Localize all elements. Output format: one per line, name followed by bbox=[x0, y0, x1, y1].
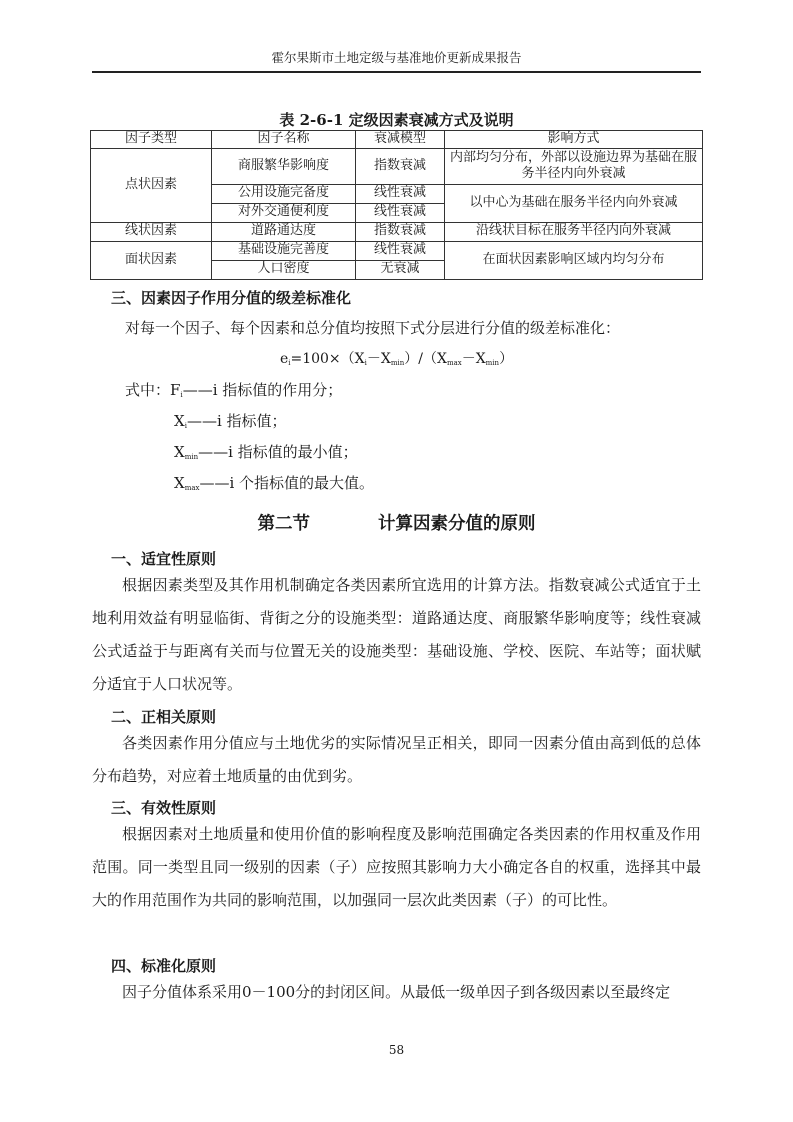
symbol-subscript: min bbox=[184, 453, 199, 461]
definition-line bbox=[174, 410, 287, 431]
column-header: 衰减模型 bbox=[356, 131, 445, 149]
paragraph: 因子分值体系采用0－100分的封闭区间。从最低一级单因子到各级因素以至最终定 bbox=[122, 983, 671, 1001]
decay-model-cell: 线性衰减 bbox=[356, 241, 445, 260]
chapter-name: 计算因素分值的原则 bbox=[378, 514, 536, 534]
table-caption: 表 2-6-1 定级因素衰减方式及说明 bbox=[279, 111, 514, 129]
running-header: 霍尔果斯市土地定级与基准地价更新成果报告 bbox=[271, 50, 522, 65]
decay-model-cell: 指数衰减 bbox=[356, 148, 445, 184]
section-heading: 二、正相关原则 bbox=[111, 708, 217, 726]
section-heading: 一、适宜性原则 bbox=[111, 550, 217, 568]
page-number: 58 bbox=[388, 1043, 405, 1057]
definition-text: ——i 指标值； bbox=[186, 412, 287, 430]
table-row bbox=[91, 222, 703, 241]
symbol: X bbox=[174, 412, 185, 430]
factor-name-cell: 人口密度 bbox=[212, 260, 356, 279]
column-header: 因子类型 bbox=[91, 131, 212, 149]
definition-line bbox=[174, 472, 374, 493]
where-prefix: 式中： bbox=[125, 381, 171, 399]
factor-name-cell: 基础设施完善度 bbox=[212, 241, 356, 260]
symbol: F bbox=[170, 381, 181, 399]
definition-text: ——i 指标值的最小值； bbox=[198, 443, 358, 461]
section-heading: 四、标准化原则 bbox=[111, 957, 217, 975]
factor-type-cell: 面状因素 bbox=[91, 241, 212, 279]
column-header: 因子名称 bbox=[212, 131, 356, 149]
table-header-row bbox=[91, 131, 703, 149]
formula-intro: 对每一个因子、每个因素和总分值均按照下式分层进行分值的级差标准化： bbox=[125, 319, 621, 337]
factor-type-cell: 点状因素 bbox=[91, 148, 212, 222]
effect-cell: 在面状因素影响区域内均匀分布 bbox=[445, 241, 703, 279]
decay-model-cell: 无衰减 bbox=[356, 260, 445, 279]
symbol: X bbox=[174, 443, 185, 461]
header-divider bbox=[92, 71, 701, 73]
table-row bbox=[91, 148, 703, 184]
table-row bbox=[91, 241, 703, 260]
chapter-title bbox=[0, 510, 793, 535]
factor-name-cell: 商服繁华影响度 bbox=[212, 148, 356, 184]
factor-name-cell: 对外交通便利度 bbox=[212, 203, 356, 222]
chapter-number: 第二节 bbox=[257, 514, 310, 534]
column-header: 影响方式 bbox=[445, 131, 703, 149]
paragraph: 根据因素对土地质量和使用价值的影响程度及影响范围确定各类因素的作用权重及作用范围。同一类型且同一级别的因素（子）应按照其影响力大小确定各自的权重，选择其中最大的作用范围作为共同的影响范围，以加强同一层次此类因素（子）的可比性。 bbox=[92, 825, 701, 909]
factor-name-cell: 公用设施完备度 bbox=[212, 184, 356, 203]
effect-cell: 内部均匀分布，外部以设施边界为基础在服务半径内向外衰减 bbox=[445, 148, 703, 184]
symbol: X bbox=[174, 474, 185, 492]
factor-decay-table bbox=[90, 130, 703, 280]
paragraph: 各类因素作用分值应与土地优劣的实际情况呈正相关，即同一因素分值由高到低的总体分布趋势，对应着土地质量的由优到劣。 bbox=[92, 734, 701, 785]
effect-cell: 沿线状目标在服务半径内向外衰减 bbox=[445, 222, 703, 241]
factor-name-cell: 道路通达度 bbox=[212, 222, 356, 241]
normalization-formula: $e_i=100\times(X_i-X_{min})/(X_{max}-X_{min})$ bbox=[279, 351, 514, 367]
definition-line bbox=[125, 379, 342, 400]
factor-type-cell: 线状因素 bbox=[91, 222, 212, 241]
section-heading: 三、因素因子作用分值的级差标准化 bbox=[111, 289, 352, 307]
paragraph: 根据因素类型及其作用机制确定各类因素所宜选用的计算方法。指数衰减公式适宜于土地利用效益有明显临街、背街之分的设施类型：道路通达度、商服繁华影响度等；线性衰减公式适益于与距离有关而与位置无关的设施类型：基础设施、学校、医院、车站等；面状赋分适宜于人口状况等。 bbox=[92, 576, 701, 693]
decay-model-cell: 线性衰减 bbox=[356, 203, 445, 222]
definition-text: ——i 个指标值的最大值。 bbox=[199, 474, 375, 492]
decay-model-cell: 指数衰减 bbox=[356, 222, 445, 241]
symbol-subscript: max bbox=[184, 484, 200, 492]
definition-text: ——i 指标值的作用分； bbox=[182, 381, 343, 399]
effect-cell: 以中心为基础在服务半径内向外衰减 bbox=[445, 184, 703, 222]
definition-line bbox=[174, 441, 358, 462]
section-heading: 三、有效性原则 bbox=[111, 799, 217, 817]
decay-model-cell: 线性衰减 bbox=[356, 184, 445, 203]
symbol-subscript: i bbox=[184, 422, 187, 430]
symbol-subscript: i bbox=[180, 391, 183, 399]
